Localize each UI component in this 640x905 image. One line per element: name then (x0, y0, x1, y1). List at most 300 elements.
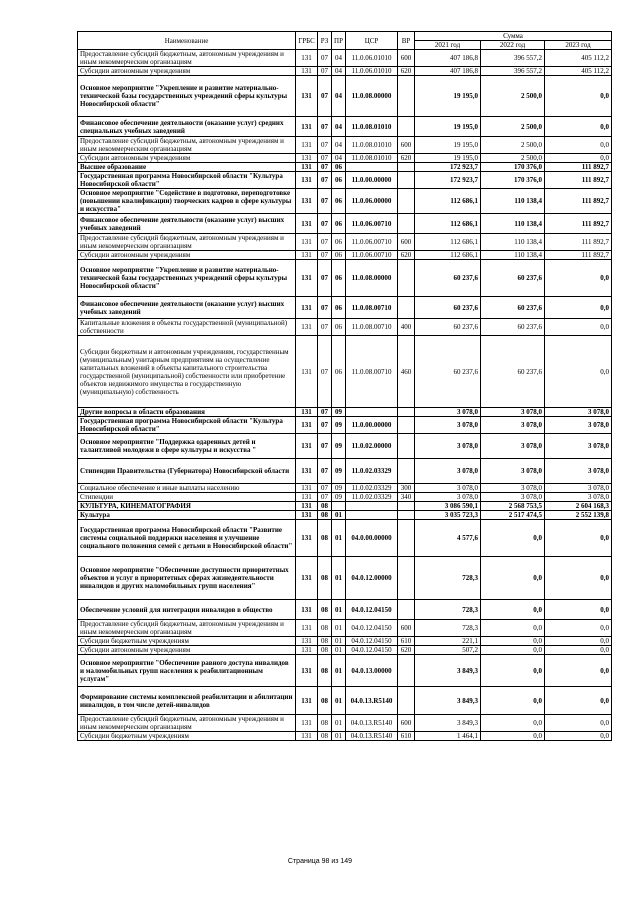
row-csr-cell: 11.0.08.00710 (346, 319, 398, 336)
row-name-cell: Государственная программа Новосибирской области "Развитие системы социальной поддержки населения и улучшение социального положения семей с детьми в Новосибирской области" (78, 520, 296, 557)
header-pr: ПР (332, 32, 346, 50)
row-sum-2023-cell: 0,0 (545, 557, 612, 600)
row-sum-2023-cell: 0,0 (545, 137, 612, 154)
row-grbs-cell: 131 (296, 50, 318, 67)
row-vr-cell (398, 408, 415, 417)
row-sum-2022-cell: 110 138,4 (481, 234, 545, 251)
row-grbs-cell: 131 (296, 172, 318, 189)
row-grbs-cell: 131 (296, 520, 318, 557)
row-sum-2023-cell: 0,0 (545, 620, 612, 637)
row-sum-2023-cell: 111 892,7 (545, 251, 612, 260)
row-sum-2023-cell: 0,0 (545, 117, 612, 137)
row-sum-2021-cell: 3 078,0 (415, 484, 481, 493)
row-pr-cell: 01 (332, 600, 346, 620)
row-sum-2022-cell: 2 500,0 (481, 117, 545, 137)
row-csr-cell (346, 511, 398, 520)
row-sum-2021-cell: 19 195,0 (415, 76, 481, 117)
row-pr-cell: 01 (332, 511, 346, 520)
table-row (78, 408, 612, 417)
header-rz: РЗ (318, 32, 332, 50)
row-pr-cell: 04 (332, 76, 346, 117)
row-rz-cell: 08 (318, 620, 332, 637)
row-grbs-cell: 131 (296, 408, 318, 417)
row-name-cell: Высшее образование (78, 163, 296, 172)
row-sum-2022-cell: 0,0 (481, 646, 545, 655)
table-row (78, 76, 612, 117)
row-sum-2023-cell: 0,0 (545, 687, 612, 715)
row-csr-cell: 04.0.13.00000 (346, 655, 398, 687)
row-pr-cell: 06 (332, 260, 346, 297)
row-sum-2021-cell: 112 686,1 (415, 234, 481, 251)
row-csr-cell: 11.0.08.00710 (346, 297, 398, 319)
row-pr-cell: 04 (332, 117, 346, 137)
row-pr-cell: 06 (332, 214, 346, 234)
row-name-cell: Субсидии бюджетным учреждениям (78, 732, 296, 741)
row-grbs-cell: 131 (296, 251, 318, 260)
row-sum-2021-cell: 507,2 (415, 646, 481, 655)
row-sum-2022-cell: 170 376,0 (481, 163, 545, 172)
row-name-cell: Другие вопросы в области образования (78, 408, 296, 417)
row-pr-cell: 01 (332, 520, 346, 557)
row-vr-cell (398, 417, 415, 434)
row-pr-cell: 06 (332, 189, 346, 214)
row-vr-cell (398, 172, 415, 189)
row-csr-cell: 11.0.08.01010 (346, 137, 398, 154)
row-sum-2023-cell: 0,0 (545, 600, 612, 620)
row-sum-2021-cell: 3 078,0 (415, 459, 481, 484)
row-grbs-cell: 131 (296, 493, 318, 502)
row-sum-2023-cell: 2 552 139,8 (545, 511, 612, 520)
row-csr-cell: 11.0.06.00000 (346, 189, 398, 214)
row-grbs-cell: 131 (296, 732, 318, 741)
row-csr-cell: 11.0.06.01010 (346, 67, 398, 76)
row-sum-2021-cell: 728,3 (415, 557, 481, 600)
row-pr-cell: 04 (332, 154, 346, 163)
row-rz-cell: 08 (318, 511, 332, 520)
row-name-cell: КУЛЬТУРА, КИНЕМАТОГРАФИЯ (78, 502, 296, 511)
row-csr-cell: 11.0.08.00000 (346, 260, 398, 297)
row-sum-2023-cell: 0,0 (545, 655, 612, 687)
row-sum-2021-cell: 112 686,1 (415, 214, 481, 234)
table-row (78, 67, 612, 76)
table-row (78, 732, 612, 741)
table-row (78, 154, 612, 163)
row-sum-2021-cell: 3 078,0 (415, 417, 481, 434)
row-name-cell: Обеспечение условий для интеграции инвалидов в общество (78, 600, 296, 620)
row-rz-cell: 07 (318, 234, 332, 251)
table-row (78, 655, 612, 687)
row-grbs-cell: 131 (296, 297, 318, 319)
row-sum-2022-cell: 110 138,4 (481, 214, 545, 234)
row-vr-cell: 460 (398, 336, 415, 408)
row-sum-2021-cell: 3 086 590,1 (415, 502, 481, 511)
row-sum-2022-cell: 2 500,0 (481, 76, 545, 117)
row-sum-2022-cell: 2 500,0 (481, 137, 545, 154)
row-sum-2023-cell: 0,0 (545, 336, 612, 408)
row-sum-2021-cell: 3 035 723,3 (415, 511, 481, 520)
row-rz-cell: 08 (318, 637, 332, 646)
row-sum-2023-cell: 2 604 168,3 (545, 502, 612, 511)
row-csr-cell: 11.0.08.00710 (346, 336, 398, 408)
row-rz-cell: 08 (318, 732, 332, 741)
table-row (78, 189, 612, 214)
row-sum-2023-cell: 0,0 (545, 646, 612, 655)
row-pr-cell: 01 (332, 646, 346, 655)
row-rz-cell: 07 (318, 434, 332, 459)
row-rz-cell: 07 (318, 163, 332, 172)
row-csr-cell (346, 502, 398, 511)
row-pr-cell: 01 (332, 687, 346, 715)
row-csr-cell: 11.0.02.00000 (346, 434, 398, 459)
row-vr-cell (398, 502, 415, 511)
row-name-cell: Финансовое обеспечение деятельности (оказание услуг) высших учебных заведений (78, 214, 296, 234)
row-sum-2022-cell: 0,0 (481, 620, 545, 637)
row-grbs-cell: 131 (296, 434, 318, 459)
row-vr-cell: 600 (398, 50, 415, 67)
row-sum-2023-cell: 0,0 (545, 520, 612, 557)
row-csr-cell: 04.0.12.04150 (346, 600, 398, 620)
row-name-cell: Государственная программа Новосибирской области "Культура Новосибирской области" (78, 417, 296, 434)
row-csr-cell: 04.0.13.R5140 (346, 732, 398, 741)
table-row (78, 646, 612, 655)
row-sum-2021-cell: 3 849,3 (415, 687, 481, 715)
row-sum-2021-cell: 19 195,0 (415, 154, 481, 163)
row-name-cell: Государственная программа Новосибирской области "Культура Новосибирской области" (78, 172, 296, 189)
row-sum-2022-cell: 60 237,6 (481, 260, 545, 297)
row-rz-cell: 07 (318, 493, 332, 502)
row-vr-cell (398, 687, 415, 715)
row-rz-cell: 07 (318, 67, 332, 76)
row-name-cell: Капитальные вложения в объекты государственной (муниципальной) собственности (78, 319, 296, 336)
row-name-cell: Основное мероприятие "Обеспечение доступности приоритетных объектов и услуг в приоритетных сферах жизнедеятельности инвалидов и других маломобильных групп населения" (78, 557, 296, 600)
row-vr-cell: 600 (398, 137, 415, 154)
row-name-cell: Культура (78, 511, 296, 520)
row-name-cell: Финансовое обеспечение деятельности (оказание услуг) высших учебных заведений (78, 297, 296, 319)
table-row (78, 687, 612, 715)
row-rz-cell: 07 (318, 319, 332, 336)
row-csr-cell: 04.0.12.04150 (346, 620, 398, 637)
row-pr-cell: 01 (332, 637, 346, 646)
table-row (78, 251, 612, 260)
row-name-cell: Стипендии (78, 493, 296, 502)
row-sum-2023-cell: 0,0 (545, 732, 612, 741)
table-row (78, 50, 612, 67)
row-sum-2021-cell: 112 686,1 (415, 251, 481, 260)
row-sum-2021-cell: 728,3 (415, 600, 481, 620)
row-sum-2021-cell: 3 849,3 (415, 715, 481, 732)
table-row (78, 234, 612, 251)
row-sum-2021-cell: 3 078,0 (415, 434, 481, 459)
row-sum-2023-cell: 111 892,7 (545, 172, 612, 189)
row-csr-cell: 11.0.08.01010 (346, 117, 398, 137)
row-vr-cell: 340 (398, 493, 415, 502)
row-rz-cell: 08 (318, 502, 332, 511)
row-rz-cell: 07 (318, 417, 332, 434)
row-sum-2022-cell: 170 376,0 (481, 172, 545, 189)
row-name-cell: Субсидии автономным учреждениям (78, 646, 296, 655)
row-vr-cell (398, 557, 415, 600)
row-sum-2023-cell: 3 078,0 (545, 408, 612, 417)
row-sum-2023-cell: 0,0 (545, 154, 612, 163)
row-sum-2023-cell: 0,0 (545, 297, 612, 319)
row-pr-cell: 06 (332, 336, 346, 408)
row-sum-2023-cell: 405 112,2 (545, 50, 612, 67)
row-vr-cell: 600 (398, 620, 415, 637)
table-row (78, 511, 612, 520)
row-pr-cell: 09 (332, 408, 346, 417)
table-row (78, 172, 612, 189)
row-pr-cell: 06 (332, 163, 346, 172)
row-sum-2022-cell: 396 557,2 (481, 50, 545, 67)
row-sum-2022-cell: 110 138,4 (481, 251, 545, 260)
table-row (78, 637, 612, 646)
row-vr-cell (398, 117, 415, 137)
row-sum-2023-cell: 111 892,7 (545, 163, 612, 172)
row-sum-2022-cell: 2 500,0 (481, 154, 545, 163)
row-sum-2021-cell: 60 237,6 (415, 260, 481, 297)
header-grbs: ГРБС (296, 32, 318, 50)
row-csr-cell: 11.0.06.00710 (346, 251, 398, 260)
row-grbs-cell: 131 (296, 655, 318, 687)
row-sum-2022-cell: 60 237,6 (481, 319, 545, 336)
table-row (78, 297, 612, 319)
row-rz-cell: 07 (318, 154, 332, 163)
row-rz-cell: 07 (318, 251, 332, 260)
row-sum-2021-cell: 221,1 (415, 637, 481, 646)
row-csr-cell (346, 408, 398, 417)
row-vr-cell (398, 600, 415, 620)
row-sum-2021-cell: 172 923,7 (415, 172, 481, 189)
row-sum-2021-cell: 407 186,8 (415, 50, 481, 67)
row-grbs-cell: 131 (296, 117, 318, 137)
row-sum-2022-cell: 3 078,0 (481, 417, 545, 434)
row-name-cell: Предоставление субсидий бюджетным, автономным учреждениям и иным некоммерческим организациям (78, 715, 296, 732)
table-row (78, 417, 612, 434)
row-vr-cell: 610 (398, 637, 415, 646)
row-sum-2023-cell: 3 078,0 (545, 434, 612, 459)
table-row (78, 620, 612, 637)
table-row (78, 600, 612, 620)
row-name-cell: Финансовое обеспечение деятельности (оказание услуг) средних специальных учебных заведений (78, 117, 296, 137)
row-sum-2022-cell: 0,0 (481, 637, 545, 646)
table-row (78, 260, 612, 297)
row-csr-cell: 11.0.06.01010 (346, 50, 398, 67)
row-csr-cell: 11.0.00.00000 (346, 417, 398, 434)
row-sum-2022-cell: 3 078,0 (481, 434, 545, 459)
header-csr: ЦСР (346, 32, 398, 50)
row-sum-2021-cell: 3 849,3 (415, 655, 481, 687)
table-row (78, 715, 612, 732)
row-name-cell: Формирование системы комплексной реабилитации и абилитации инвалидов, в том числе детей-инвалидов (78, 687, 296, 715)
row-sum-2022-cell: 3 078,0 (481, 484, 545, 493)
table-header (78, 32, 612, 50)
row-pr-cell: 01 (332, 557, 346, 600)
row-vr-cell (398, 189, 415, 214)
row-sum-2022-cell: 0,0 (481, 687, 545, 715)
row-name-cell: Основное мероприятие "Обеспечение равного доступа инвалидов и маломобильных групп населения к реабилитационным услугам" (78, 655, 296, 687)
row-sum-2021-cell: 728,3 (415, 620, 481, 637)
row-csr-cell: 11.0.02.03329 (346, 484, 398, 493)
row-sum-2023-cell: 0,0 (545, 319, 612, 336)
row-pr-cell: 09 (332, 484, 346, 493)
row-sum-2021-cell: 60 237,6 (415, 297, 481, 319)
row-pr-cell: 04 (332, 67, 346, 76)
table-row (78, 557, 612, 600)
row-vr-cell: 620 (398, 154, 415, 163)
row-rz-cell: 08 (318, 520, 332, 557)
header-vr: ВР (398, 32, 415, 50)
row-name-cell: Основное мероприятие "Поддержка одаренных детей и талантливой молодежи в сфере культуры и искусства " (78, 434, 296, 459)
row-rz-cell: 07 (318, 408, 332, 417)
row-rz-cell: 08 (318, 600, 332, 620)
row-grbs-cell: 131 (296, 484, 318, 493)
row-grbs-cell: 131 (296, 502, 318, 511)
row-vr-cell: 300 (398, 484, 415, 493)
row-vr-cell: 620 (398, 646, 415, 655)
row-vr-cell: 600 (398, 715, 415, 732)
row-sum-2023-cell: 3 078,0 (545, 484, 612, 493)
row-csr-cell: 04.0.12.04150 (346, 637, 398, 646)
header-year-2021: 2021 год (415, 41, 481, 50)
row-sum-2021-cell: 60 237,6 (415, 336, 481, 408)
row-grbs-cell: 131 (296, 459, 318, 484)
row-csr-cell: 04.0.00.00000 (346, 520, 398, 557)
row-rz-cell: 07 (318, 459, 332, 484)
row-sum-2021-cell: 19 195,0 (415, 117, 481, 137)
row-pr-cell: 06 (332, 297, 346, 319)
row-pr-cell: 09 (332, 459, 346, 484)
row-vr-cell (398, 459, 415, 484)
row-sum-2022-cell: 0,0 (481, 557, 545, 600)
row-name-cell: Субсидии автономным учреждениям (78, 251, 296, 260)
table-row (78, 117, 612, 137)
row-name-cell: Субсидии бюджетным учреждениям (78, 637, 296, 646)
row-grbs-cell: 131 (296, 557, 318, 600)
row-name-cell: Основное мероприятие "Содействие в подготовке, переподготовке (повышении квалификации) творческих кадров в сфере культуры и искусства" (78, 189, 296, 214)
row-sum-2021-cell: 4 577,6 (415, 520, 481, 557)
row-pr-cell: 09 (332, 434, 346, 459)
row-rz-cell: 07 (318, 76, 332, 117)
table-row (78, 214, 612, 234)
row-grbs-cell: 131 (296, 67, 318, 76)
row-csr-cell: 04.0.13.R5140 (346, 687, 398, 715)
budget-table (77, 31, 612, 741)
row-rz-cell: 07 (318, 50, 332, 67)
header-name: Наименование (78, 32, 296, 50)
row-pr-cell: 04 (332, 137, 346, 154)
table-row (78, 137, 612, 154)
row-sum-2022-cell: 396 557,2 (481, 67, 545, 76)
table-row (78, 502, 612, 511)
table-row (78, 163, 612, 172)
row-sum-2023-cell: 3 078,0 (545, 417, 612, 434)
row-pr-cell: 06 (332, 251, 346, 260)
header-sum: Сумма (415, 32, 612, 41)
row-csr-cell (346, 163, 398, 172)
row-csr-cell: 11.0.06.00710 (346, 214, 398, 234)
row-sum-2021-cell: 112 686,1 (415, 189, 481, 214)
row-vr-cell (398, 214, 415, 234)
row-grbs-cell: 131 (296, 511, 318, 520)
row-sum-2023-cell: 111 892,7 (545, 189, 612, 214)
row-sum-2022-cell: 0,0 (481, 715, 545, 732)
row-sum-2022-cell: 0,0 (481, 732, 545, 741)
row-sum-2022-cell: 3 078,0 (481, 408, 545, 417)
row-rz-cell: 07 (318, 336, 332, 408)
table-body (78, 50, 612, 741)
budget-sheet (77, 31, 611, 741)
row-name-cell: Социальное обеспечение и иные выплаты населению (78, 484, 296, 493)
row-pr-cell (332, 502, 346, 511)
row-csr-cell: 11.0.02.03329 (346, 459, 398, 484)
row-rz-cell: 07 (318, 172, 332, 189)
row-grbs-cell: 131 (296, 687, 318, 715)
table-row (78, 484, 612, 493)
row-grbs-cell: 131 (296, 137, 318, 154)
row-rz-cell: 07 (318, 260, 332, 297)
row-csr-cell: 04.0.12.00000 (346, 557, 398, 600)
row-grbs-cell: 131 (296, 163, 318, 172)
row-grbs-cell: 131 (296, 646, 318, 655)
row-sum-2023-cell: 111 892,7 (545, 214, 612, 234)
row-sum-2022-cell: 0,0 (481, 520, 545, 557)
row-sum-2021-cell: 1 464,1 (415, 732, 481, 741)
row-vr-cell: 620 (398, 251, 415, 260)
row-csr-cell: 11.0.02.03329 (346, 493, 398, 502)
row-vr-cell (398, 260, 415, 297)
row-rz-cell: 08 (318, 655, 332, 687)
row-pr-cell: 06 (332, 319, 346, 336)
row-sum-2021-cell: 172 923,7 (415, 163, 481, 172)
row-grbs-cell: 131 (296, 319, 318, 336)
row-vr-cell (398, 297, 415, 319)
row-grbs-cell: 131 (296, 154, 318, 163)
row-rz-cell: 07 (318, 189, 332, 214)
row-pr-cell: 01 (332, 620, 346, 637)
row-grbs-cell: 131 (296, 76, 318, 117)
table-row (78, 434, 612, 459)
row-csr-cell: 11.0.08.00000 (346, 76, 398, 117)
row-vr-cell (398, 434, 415, 459)
header-year-2022: 2022 год (481, 41, 545, 50)
row-grbs-cell: 131 (296, 637, 318, 646)
row-name-cell: Предоставление субсидий бюджетным, автономным учреждениям и иным некоммерческим организациям (78, 620, 296, 637)
row-grbs-cell: 131 (296, 336, 318, 408)
row-sum-2023-cell: 3 078,0 (545, 493, 612, 502)
row-sum-2022-cell: 110 138,4 (481, 189, 545, 214)
row-grbs-cell: 131 (296, 620, 318, 637)
row-sum-2023-cell: 0,0 (545, 76, 612, 117)
row-rz-cell: 08 (318, 715, 332, 732)
row-sum-2023-cell: 3 078,0 (545, 459, 612, 484)
row-sum-2023-cell: 0,0 (545, 260, 612, 297)
row-pr-cell: 09 (332, 493, 346, 502)
table-row (78, 520, 612, 557)
row-grbs-cell: 131 (296, 214, 318, 234)
row-vr-cell: 600 (398, 234, 415, 251)
row-pr-cell: 06 (332, 172, 346, 189)
row-rz-cell: 07 (318, 117, 332, 137)
row-sum-2022-cell: 3 078,0 (481, 493, 545, 502)
row-sum-2023-cell: 111 892,7 (545, 234, 612, 251)
row-pr-cell: 01 (332, 655, 346, 687)
row-csr-cell: 04.0.13.R5140 (346, 715, 398, 732)
row-sum-2021-cell: 3 078,0 (415, 408, 481, 417)
row-pr-cell: 06 (332, 234, 346, 251)
row-sum-2022-cell: 2 568 753,5 (481, 502, 545, 511)
row-csr-cell: 11.0.00.00000 (346, 172, 398, 189)
row-csr-cell: 11.0.06.00710 (346, 234, 398, 251)
